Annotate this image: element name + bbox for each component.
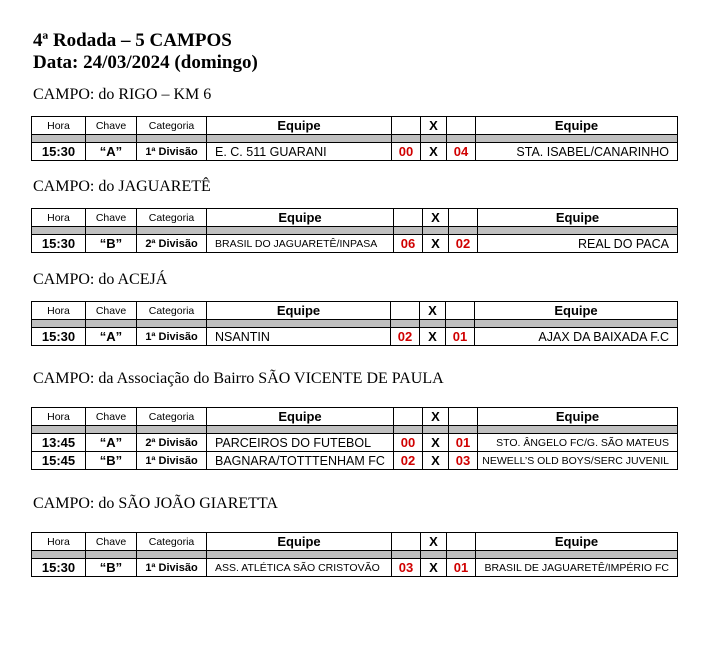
game-division: 1ª Divisão [137,452,207,470]
field-title: CAMPO: da Associação do Bairro SÃO VICENTE DE PAULA [33,370,444,387]
page-title: 4ª Rodada – 5 CAMPOS [33,30,232,51]
col-categoria: Categoria [137,533,207,551]
game-time: 15:45 [32,452,86,470]
game-division: 1ª Divisão [137,143,207,161]
col-categoria: Categoria [137,209,207,227]
separator-row [32,135,678,143]
col-x: X [423,209,449,227]
versus-mark: X [420,328,446,346]
col-x: X [421,117,447,135]
col-x: X [421,533,447,551]
table-header-row [32,533,678,551]
col-categoria: Categoria [137,408,207,426]
home-team: ASS. ATLÉTICA SÃO CRISTOVÃO [207,559,392,577]
game-time: 13:45 [32,434,86,452]
col-hora: Hora [32,533,86,551]
table-header-row [32,302,678,320]
away-score: 03 [449,452,478,470]
col-score-home [392,533,421,551]
col-score-away [446,302,475,320]
col-equipe-home: Equipe [207,533,392,551]
col-hora: Hora [32,209,86,227]
col-hora: Hora [32,117,86,135]
field-title: CAMPO: do ACEJÁ [33,271,168,288]
col-score-away [449,408,478,426]
game-group: “A” [86,328,137,346]
home-score: 02 [394,452,423,470]
col-score-away [447,117,476,135]
col-equipe-away: Equipe [478,209,678,227]
col-hora: Hora [32,302,86,320]
away-team: REAL DO PACA [478,235,678,253]
home-score: 00 [394,434,423,452]
games-table [31,532,678,577]
home-score: 00 [392,143,421,161]
home-team: PARCEIROS DO FUTEBOL [207,434,394,452]
home-score: 03 [392,559,421,577]
home-team: NSANTIN [207,328,391,346]
table-row [32,328,678,346]
col-chave: Chave [86,533,137,551]
col-score-away [449,209,478,227]
game-time: 15:30 [32,328,86,346]
away-score: 01 [447,559,476,577]
away-team: STA. ISABEL/CANARINHO [476,143,678,161]
col-categoria: Categoria [137,117,207,135]
table-row [32,143,678,161]
game-group: “B” [86,452,137,470]
col-equipe-home: Equipe [207,408,394,426]
game-time: 15:30 [32,559,86,577]
col-chave: Chave [86,117,137,135]
game-division: 2ª Divisão [137,434,207,452]
game-group: “A” [86,434,137,452]
games-table [31,208,678,253]
table-header-row [32,117,678,135]
separator-row [32,426,678,434]
games-table [31,116,678,161]
col-categoria: Categoria [137,302,207,320]
game-group: “B” [86,235,137,253]
versus-mark: X [423,434,449,452]
col-chave: Chave [86,209,137,227]
game-time: 15:30 [32,235,86,253]
away-team: NEWELL’S OLD BOYS/SERC JUVENIL [478,452,678,470]
away-score: 01 [446,328,475,346]
separator-row [32,227,678,235]
field-title: CAMPO: do RIGO – KM 6 [33,86,212,103]
game-division: 2ª Divisão [137,235,207,253]
away-score: 04 [447,143,476,161]
col-equipe-home: Equipe [207,302,391,320]
versus-mark: X [421,559,447,577]
col-equipe-away: Equipe [476,533,678,551]
col-equipe-home: Equipe [207,209,394,227]
away-team: STO. ÂNGELO FC/G. SÃO MATEUS [478,434,678,452]
home-score: 02 [391,328,420,346]
away-score: 02 [449,235,478,253]
separator-row [32,320,678,328]
col-chave: Chave [86,302,137,320]
table-row [32,434,678,452]
away-team: AJAX DA BAIXADA F.C [475,328,678,346]
col-score-home [394,408,423,426]
table-row [32,452,678,470]
home-team: BAGNARA/TOTTTENHAM FC [207,452,394,470]
table-row [32,235,678,253]
versus-mark: X [421,143,447,161]
home-team: BRASIL DO JAGUARETÊ/INPASA [207,235,394,253]
col-x: X [423,408,449,426]
versus-mark: X [423,452,449,470]
col-equipe-home: Equipe [207,117,392,135]
col-equipe-away: Equipe [478,408,678,426]
col-chave: Chave [86,408,137,426]
game-division: 1ª Divisão [137,559,207,577]
home-score: 06 [394,235,423,253]
col-equipe-away: Equipe [475,302,678,320]
separator-row [32,551,678,559]
field-title: CAMPO: do JAGUARETÊ [33,178,211,195]
col-equipe-away: Equipe [476,117,678,135]
games-table [31,301,678,346]
col-score-home [394,209,423,227]
away-score: 01 [449,434,478,452]
games-table [31,407,678,470]
home-team: E. C. 511 GUARANI [207,143,392,161]
away-team: BRASIL DE JAGUARETÊ/IMPÉRIO FC [476,559,678,577]
game-division: 1ª Divisão [137,328,207,346]
game-group: “A” [86,143,137,161]
game-time: 15:30 [32,143,86,161]
game-group: “B” [86,559,137,577]
table-header-row [32,209,678,227]
col-score-home [392,117,421,135]
col-score-away [447,533,476,551]
table-row [32,559,678,577]
match-date: Data: 24/03/2024 (domingo) [33,52,258,73]
col-score-home [391,302,420,320]
versus-mark: X [423,235,449,253]
col-x: X [420,302,446,320]
table-header-row [32,408,678,426]
field-title: CAMPO: do SÃO JOÃO GIARETTA [33,495,278,512]
col-hora: Hora [32,408,86,426]
